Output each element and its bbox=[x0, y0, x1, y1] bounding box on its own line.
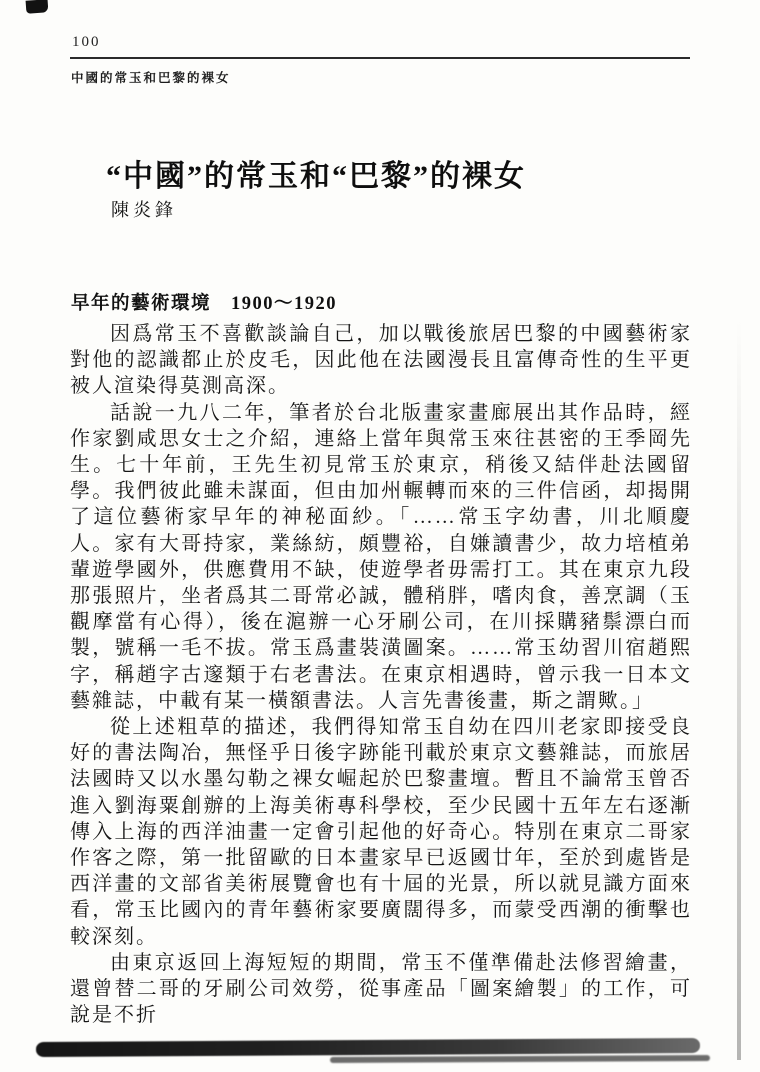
article-title: “中國”的常玉和“巴黎”的裸女 bbox=[106, 160, 526, 194]
section-heading: 早年的藝術環境 1900～1920 bbox=[71, 294, 338, 314]
page-number: 100 bbox=[72, 34, 101, 50]
body-paragraph: 從上述粗草的描述，我們得知常玉自幼在四川老家即接受良好的書法陶冶，無怪乎日後字跡能刊載於東京文藝雜誌，而旅居法國時又以水墨勾勒之裸女崛起於巴黎畫壇。暫且不論常玉曾否進入劉海粟創辦的上海美術專科學校，至少民國十五年左右逐漸傳入上海的西洋油畫一定會引起他的好奇心。特別在東京二哥家作客之際，第一批留歐的日本畫家早已返國廿年，至於到處皆是西洋畫的文部省美術展覽會也有十屆的光景，所以就見識方面來看，常玉比國內的青年藝術家要廣闊得多，而蒙受西潮的衝擊也較深刻。 bbox=[70, 716, 692, 948]
body-paragraph: 因爲常玉不喜歡談論自己，加以戰後旅居巴黎的中國藝術家對他的認識都止於皮毛，因此他在法國漫長且富傳奇性的生平更被人渲染得莫測高深。 bbox=[70, 323, 692, 398]
body-paragraph: 由東京返回上海短短的期間，常玉不僅準備赴法修習繪畫，還曾替二哥的牙刷公司效勞，從事產品「圖案繪製」的工作，可說是不折 bbox=[70, 951, 692, 1027]
scan-artifact-bottom-smear bbox=[330, 1055, 710, 1063]
scan-artifact-right-edge bbox=[737, 320, 741, 1060]
running-header: 中國的常玉和巴黎的裸女 bbox=[71, 71, 231, 85]
header-divider bbox=[70, 57, 690, 59]
author-name: 陳炎鋒 bbox=[111, 200, 177, 220]
body-paragraph: 話說一九八二年，筆者於台北版畫家畫廊展出其作品時，經作家劉咸思女士之介紹，連絡上當年與常玉來往甚密的王季岡先生。七十年前，王先生初見常玉於東京，稍後又結伴赴法國留學。我們彼此雖未謀面，但由加州輾轉而來的三件信函，却揭開了這位藝術家早年的神秘面紗。「……常玉字幼書，川北順慶人。家有大哥持家，業絲紡，頗豐裕，自嫌讀書少，故力培植弟輩遊學國外，供應費用不缺，使遊學者毋需打工。其在東京九段那張照片，坐者爲其二哥常必誠，體稍胖，嗜肉食，善烹調（玉觀摩當有心得），後在滬辦一心牙刷公司，在川採購豬鬃漂白而製，號稱一毛不拔。常玉爲畫裝潢圖案。……常玉幼習川宿趙熙字，稱趙字古邃類于右老書法。在東京相遇時，曾示我一日本文藝雜誌，中載有某一橫額書法。人言先書後畫，斯之謂歟。」 bbox=[70, 401, 692, 712]
scan-artifact-bottom-band bbox=[36, 1038, 700, 1057]
scan-artifact-top-left bbox=[26, 0, 49, 14]
body-text bbox=[70, 321, 692, 1028]
